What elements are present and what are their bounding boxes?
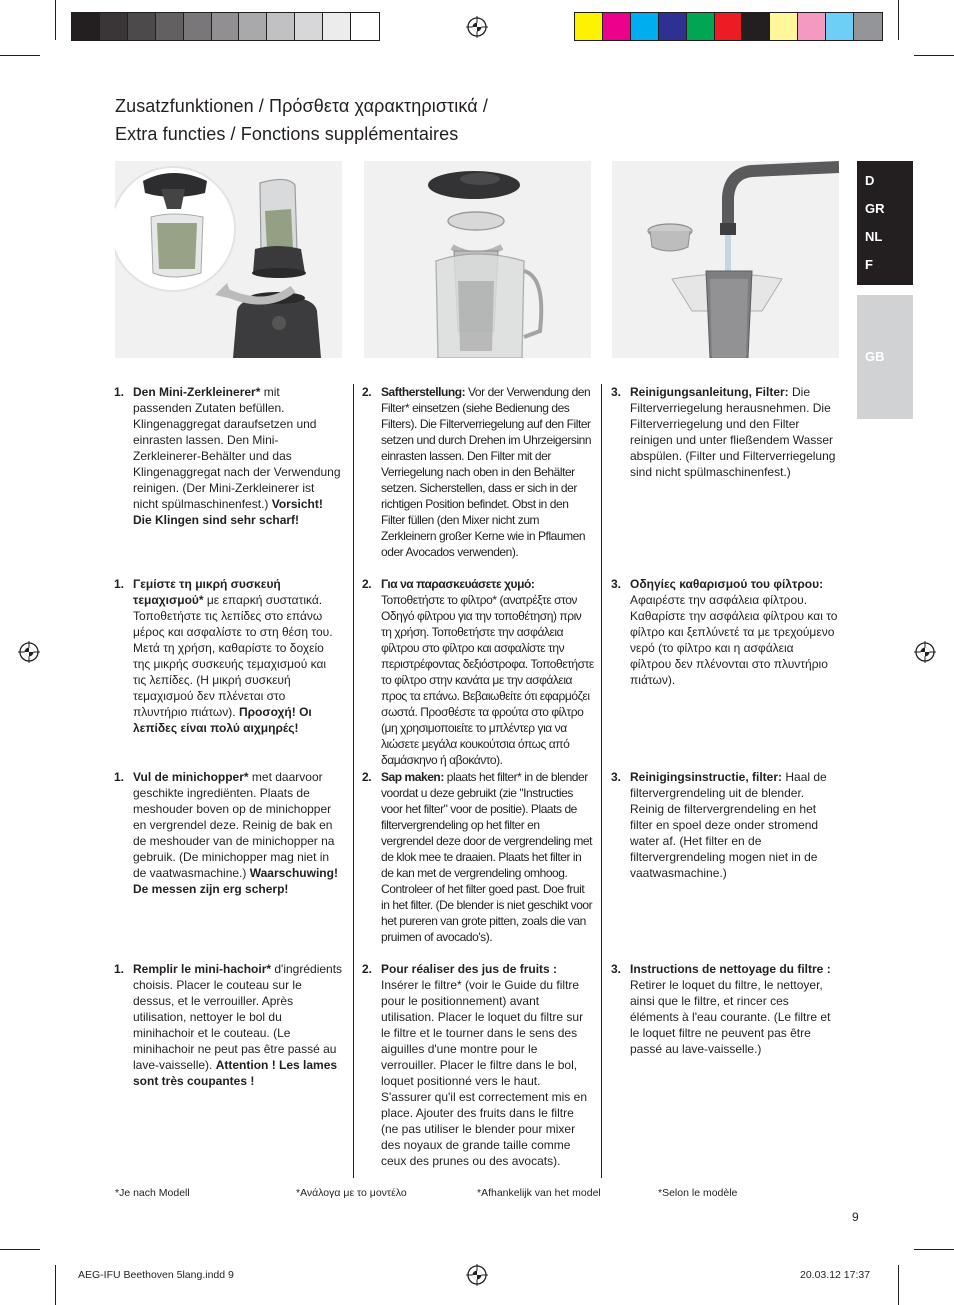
instruction-heading: Vul de minichopper* — [133, 770, 249, 784]
crop-mark — [0, 1249, 40, 1250]
instruction-body: Haal de filtervergrendeling uit de blender. Reinig de filtervergrendeling en het filter en spoel deze onder stromend water af. (Het filter en de filtervergrendeling mogen niet in de vaatwasmachine.) — [630, 770, 827, 880]
instruction-heading: Για να παρασκευάσετε χυμό: — [381, 577, 535, 591]
instruction-heading: Remplir le mini-hachoir* — [133, 962, 272, 976]
instruction-heading: Pour réaliser des jus de fruits : — [381, 962, 558, 976]
grey-swatch — [212, 13, 240, 40]
grey-swatch — [72, 13, 100, 40]
language-tab-active — [857, 161, 913, 285]
grey-swatch — [128, 13, 156, 40]
crop-mark — [914, 55, 954, 56]
filter-cleaning-image — [612, 161, 839, 358]
tab-label-nl: NL — [865, 229, 883, 244]
footnote-d: *Je nach Modell — [115, 1187, 190, 1199]
instruction-d-3: 3. Reinigungsanleitung, Filter: Die Filterverriegelung herausnehmen. Die Filterverriegelung und den Filter reinigen und unter fließendem Wasser abspülen. (Filter und Filterverriegelung sind nicht spülmaschinenfest.) — [611, 385, 836, 479]
footnote-gr: *Ανάλογα με το μοντέλο — [296, 1187, 407, 1199]
instruction-warning: Προσοχή! Οι λεπίδες είναι πολύ αιχμηρές! — [133, 705, 312, 735]
footnote-nl: *Afhankelijk van het model — [477, 1187, 601, 1199]
instruction-body: mit passenden Zutaten befüllen. Klingenaggregat daraufsetzen und einrasten lassen. Den Mini-Zerkleinerer-Behälter und das Klingenaggregat nach der Verwendung reinigen. (Der Mini-Zerkleinerer ist nicht spülmaschinenfest.) — [133, 385, 341, 511]
instruction-heading: Instructions de nettoyage du filtre : — [630, 962, 831, 976]
color-bar — [574, 12, 883, 41]
instruction-gr-3: 3. Οδηγίες καθαρισμού του φίλτρου: Αφαιρέστε την ασφάλεια φίλτρου. Καθαρίστε την ασφάλεια φίλτρου και το φίλτρο και ξεπλύνετέ τα με τρεχούμενο νερό (το φίλτρο και η ασφάλεια φίλτρου δεν πλένονται στο πλυντήριο πιάτων). — [611, 577, 838, 687]
instruction-body: Insérer le filtre* (voir le Guide du filtre pour le positionnement) avant utilisation. Placer le loquet du filtre sur le filtre et le tourner dans le sens des aiguilles d'une montre pour le verrouiller. Placer le filtre dans le bol, loquet positionné vers le haut. S'assurer qu'il est correctement mis en place. Ajouter des fruits dans le filtre (ne pas utiliser le blender pour mixer des noyaux de grande taille comme ceux des prunes ou des avocats). — [381, 978, 587, 1168]
crop-mark — [898, 1265, 899, 1305]
color-swatch — [631, 13, 659, 40]
instruction-body: d'ingrédients choisis. Placer le couteau sur le dessus, et le verrouiller. Après utilisation, nettoyer le bol du minihachoir et le couteau. (Le minihachoir ne peut pas être passé au lave-vaisselle). — [133, 962, 343, 1072]
instruction-warning: Waarschuwing! De messen zijn erg scherp! — [133, 866, 338, 896]
instruction-body: Retirer le loquet du filtre, le nettoyer, ainsi que le filtre, et rincer ces éléments à l'eau courante. (Le filtre et le loquet filtre ne peuvent pas être passé au lave-vaisselle.) — [630, 978, 831, 1056]
grey-swatch — [351, 13, 379, 40]
juice-filter-image — [364, 161, 591, 358]
instruction-body: met daarvoor geschikte ingrediënten. Plaats de meshouder boven op de minichopper en vergrendel deze. Reinig de bak en de meshouder van de minichopper na gebruik. (De minichopper mag niet in de vaatwasmachine.) — [133, 770, 335, 880]
grey-swatch — [156, 13, 184, 40]
crop-mark — [55, 1265, 56, 1305]
color-swatch — [687, 13, 715, 40]
footnote-f: *Selon le modèle — [658, 1187, 738, 1199]
instruction-f-2: 2. Pour réaliser des jus de fruits : Insérer le filtre* (voir le Guide du filtre pour le positionnement) avant utilisation. Placer le loquet du filtre sur le filtre et le tourner dans le sens des aiguilles d'une montre pour le verrouiller. Placer le filtre dans le bol, loquet positionné vers le haut. S'assurer qu'il est correctement mis en place. Ajouter des fruits dans le filtre (ne pas utiliser le blender pour mixer des noyaux de grande taille comme ceux des prunes ou des avocats). — [362, 962, 587, 1168]
color-swatch — [770, 13, 798, 40]
tab-label-gb: GB — [865, 349, 885, 364]
instruction-nl-2: 2. Sap maken: plaats het filter* in de blender voordat u deze gebruikt (zie "Instructies voor het filter" voor de positie). Plaats de filtervergrendeling op het filter en vergrendel deze door de vergrendeling met de klok mee te draaien. Plaats het filter in de kan met de vergrendeling omhoog. Controleer of het filter goed past. Doe fruit in het filter. (De blender is niet geschikt voor het pureren van grote pitten, zoals die van pruimen of avocado's). — [362, 770, 593, 944]
color-swatch — [854, 13, 882, 40]
instruction-heading: Saftherstellung: — [381, 385, 466, 399]
grey-swatch — [323, 13, 351, 40]
instruction-heading: Reinigingsinstructie, filter: — [630, 770, 783, 784]
instruction-f-3: 3. Instructions de nettoyage du filtre : Retirer le loquet du filtre, le nettoyer, ainsi que le filtre, et rincer ces éléments à l'eau courante. (Le filtre et le loquet filtre ne peuvent pas être passé au lave-vaisselle.) — [611, 962, 831, 1056]
registration-mark-icon — [466, 1264, 488, 1286]
instruction-gr-2: 2. Για να παρασκευάσετε χυμό: Τοποθετήστε το φίλτρο* (ανατρέξτε στον Οδηγό φίλτρου για την τοποθέτηση) πριν τη χρήση. Τοποθετήστε την ασφάλεια φίλτρου στο φίλτρο και ασφαλίστε την περιστρέφοντας δεξιόστροφα. Τοποθετήστε το φίλτρο στην κανάτα με την ασφάλεια προς τα επάνω. Βεβαιωθείτε ότι εφαρμόζει σωστά. Προσθέστε τα φρούτα στο φίλτρο (μη χρησιμοποιείτε το μπλέντερ για να λιώσετε μεγάλα κουκούτσια όπως από δαμάσκηνο ή αβοκάντο). — [362, 577, 594, 767]
registration-mark-icon — [18, 641, 40, 663]
instruction-heading: Sap maken: — [381, 770, 444, 784]
crop-mark — [0, 55, 40, 56]
color-swatch — [742, 13, 770, 40]
grey-swatch — [184, 13, 212, 40]
column-divider — [601, 384, 602, 1178]
instruction-body: με επαρκή συστατικά. Τοποθετήστε τις λεπίδες στο επάνω μέρος και ασφαλίστε το στη θέση του. Μετά τη χρήση, καθαρίστε το δοχείο της μικρής συσκευής τεμαχισμού και τις λεπίδες. (Η μικρή συσκευή τεμαχισμού δεν πλένεται στο πλυντήριο πιάτων). — [133, 593, 333, 719]
instruction-nl-1: 1. Vul de minichopper* met daarvoor geschikte ingrediënten. Plaats de meshouder boven op de minichopper en vergrendel deze. Reinig de bak en de meshouder van de minichopper na gebruik. (De minichopper mag niet in de vaatwasmachine.) Waarschuwing! De messen zijn erg scherp! — [114, 770, 338, 896]
color-swatch — [575, 13, 603, 40]
instruction-warning: Attention ! Les lames sont très coupantes ! — [133, 1058, 338, 1088]
instruction-d-2: 2. Saftherstellung: Vor der Verwendung den Filter* einsetzen (siehe Bedienung des Filters). Die Filterverriegelung auf den Filter setzen und durch Drehen im Uhrzeigersinn einrasten lassen. Den Filter mit der Verriegelung nach oben in den Behälter setzen. Sicherstellen, dass er sich in der richtigen Position befindet. Obst in den Filter füllen (den Mixer nicht zum Zerkleinern großer Kerne wie in Pflaumen oder Avocados verwenden). — [362, 385, 592, 559]
registration-mark-icon — [466, 16, 488, 38]
tab-label-f: F — [865, 257, 873, 272]
slug-date: 20.03.12 17:37 — [800, 1269, 871, 1281]
instruction-heading: Οδηγίες καθαρισμού του φίλτρου: — [630, 577, 824, 591]
registration-mark-icon — [914, 641, 936, 663]
instruction-d-1: 1. Den Mini-Zerkleinerer* mit passenden Zutaten befüllen. Klingenaggregat daraufsetzen und einrasten lassen. Den Mini-Zerkleinerer-Behälter und das Klingenaggregat nach der Verwendung reinigen. (Der Mini-Zerkleinerer ist nicht spülmaschinenfest.) Vorsicht! Die Klingen sind sehr scharf! — [114, 385, 341, 527]
mini-chopper-image — [115, 161, 342, 358]
instruction-body: Αφαιρέστε την ασφάλεια φίλτρου. Καθαρίστε την ασφάλεια φίλτρου και το φίλτρο και ξεπλύνετέ τα με τρεχούμενο νερό (το φίλτρο και η ασφάλεια φίλτρου δεν πλένονται στο πλυντήριο πιάτων). — [630, 593, 838, 687]
instruction-gr-1: 1. Γεμίστε τη μικρή συσκευή τεμαχισμού* με επαρκή συστατικά. Τοποθετήστε τις λεπίδες στο επάνω μέρος και ασφαλίστε το στη θέση του. Μετά τη χρήση, καθαρίστε το δοχείο της μικρής συσκευής τεμαχισμού και τις λεπίδες. (Η μικρή συσκευή τεμαχισμού δεν πλένεται στο πλυντήριο πιάτων). Προσοχή! Οι λεπίδες είναι πολύ αιχμηρές! — [114, 577, 333, 735]
instruction-nl-3: 3. Reinigingsinstructie, filter: Haal de filtervergrendeling uit de blender. Reinig de filtervergrendeling en het filter en spoel deze onder stromend water af. (Het filter en de filtervergrendeling mogen niet in de vaatwasmachine.) — [611, 770, 827, 880]
tab-label-gr: GR — [865, 201, 885, 216]
column-divider — [353, 384, 354, 1178]
instruction-body: Vor der Verwendung den Filter* einsetzen (siehe Bedienung des Filters). Die Filterverriegelung auf den Filter setzen und durch Drehen im Uhrzeigersinn einrasten lassen. Den Filter mit der Verriegelung nach oben in den Behälter setzen. Sicherstellen, dass er sich in der richtigen Position befindet. Obst in den Filter füllen (den Mixer nicht zum Zerkleinern großer Kerne wie in Pflaumen oder Avocados verwenden). — [381, 385, 592, 559]
color-swatch — [603, 13, 631, 40]
grey-swatch — [239, 13, 267, 40]
instruction-f-1: 1. Remplir le mini-hachoir* d'ingrédients choisis. Placer le couteau sur le dessus, et le verrouiller. Après utilisation, nettoyer le bol du minihachoir et le couteau. (Le minihachoir ne peut pas être passé au lave-vaisselle). Attention ! Les lames sont très coupantes ! — [114, 962, 343, 1088]
color-swatch — [659, 13, 687, 40]
tab-label-d: D — [865, 173, 875, 188]
crop-mark — [55, 0, 56, 40]
slug-file-name: AEG-IFU Beethoven 5lang.indd 9 — [78, 1269, 234, 1281]
color-swatch — [826, 13, 854, 40]
instruction-body: plaats het filter* in de blender voordat u deze gebruikt (zie "Instructies voor het filter" voor de positie). Plaats de filtervergrendeling op het filter en vergrendel deze door de vergrendeling met de klok mee te draaien. Plaats het filter in de kan met de vergrendeling omhoog. Controleer of het filter goed past. Doe fruit in het filter. (De blender is niet geschikt voor het pureren van grote pitten, zoals die van pruimen of avocado's). — [381, 770, 593, 944]
grey-swatch — [267, 13, 295, 40]
color-swatch — [715, 13, 743, 40]
crop-mark — [914, 1249, 954, 1250]
page-title-line-1: Zusatzfunktionen / Πρόσθετα χαρακτηριστικά / — [115, 96, 488, 116]
grey-swatch — [100, 13, 128, 40]
instruction-heading: Reinigungsanleitung, Filter: — [630, 385, 789, 399]
instruction-warning: Vorsicht! Die Klingen sind sehr scharf! — [133, 497, 323, 527]
crop-mark — [898, 0, 899, 40]
color-swatch — [798, 13, 826, 40]
instruction-body: Τοποθετήστε το φίλτρο* (ανατρέξτε στον Οδηγό φίλτρου για την τοποθέτηση) πριν τη χρήση. Τοποθετήστε την ασφάλεια φίλτρου στο φίλτρο και ασφαλίστε την περιστρέφοντας δεξιόστροφα. Τοποθετήστε το φίλτρο στην κανάτα με την ασφάλεια προς τα επάνω. Βεβαιωθείτε ότι εφαρμόζει σωστά. Προσθέστε τα φρούτα στο φίλτρο (μη χρησιμοποιείτε το μπλέντερ για να λιώσετε μεγάλα κουκούτσια όπως από δαμάσκηνο ή αβοκάντο). — [381, 593, 594, 767]
page-number: 9 — [852, 1210, 859, 1224]
language-tab-inactive — [857, 295, 913, 419]
page-title-line-2: Extra functies / Fonctions supplémentaires — [115, 124, 459, 144]
instruction-heading: Den Mini-Zerkleinerer* — [133, 385, 261, 399]
instruction-heading: Γεμίστε τη μικρή συσκευή τεμαχισμού* — [133, 577, 281, 607]
instruction-body: Die Filterverriegelung herausnehmen. Die Filterverriegelung und den Filter reinigen und unter fließendem Wasser abspülen. (Filter und Filterverriegelung sind nicht spülmaschinenfest.) — [630, 385, 836, 479]
grey-swatch — [295, 13, 323, 40]
grey-scale-bar — [71, 12, 380, 41]
